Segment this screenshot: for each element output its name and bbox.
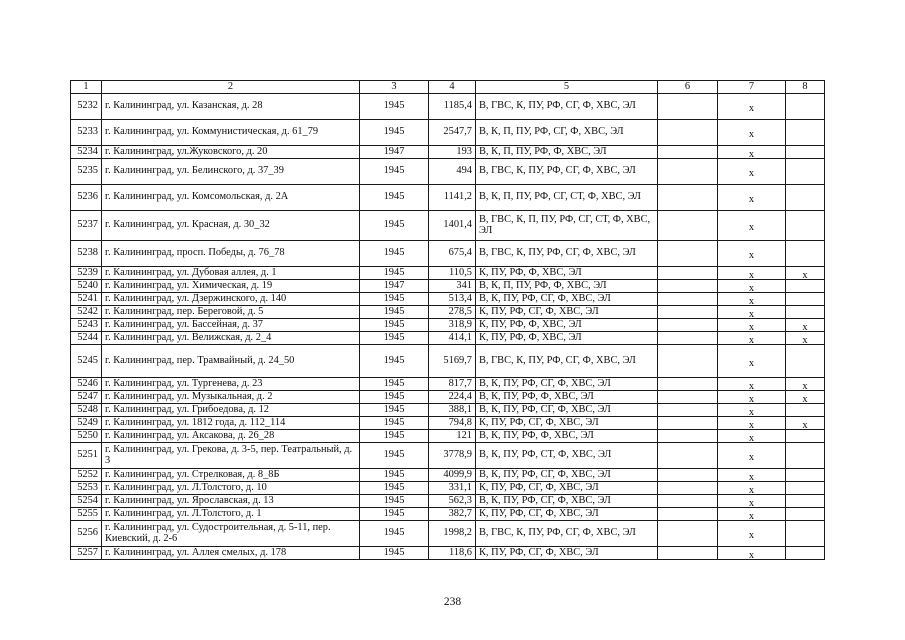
column-7-mark [718,547,786,560]
area-cell: 341 [429,280,476,293]
column-7-mark [718,469,786,482]
column-6-cell [658,495,718,508]
services-cell: В, К, ПУ, РФ, Ф, ХВС, ЭЛ [476,391,658,404]
column-number: 8 [786,81,825,94]
row-number: 5250 [71,430,102,443]
area-cell: 1998,2 [429,521,476,547]
row-number: 5257 [71,547,102,560]
column-7-mark [718,332,786,345]
area-cell: 494 [429,159,476,185]
table-row [71,159,825,185]
building-register-table [70,80,825,560]
row-number: 5243 [71,319,102,332]
column-6-cell [658,404,718,417]
services-cell: В, К, П, ПУ, РФ, СГ, Ф, ХВС, ЭЛ [476,120,658,146]
row-number: 5236 [71,185,102,211]
column-8-mark [786,120,825,146]
year-cell: 1945 [360,293,429,306]
address-cell: г. Калининград, ул. Дзержинского, д. 140 [102,293,360,306]
services-cell: В, ГВС, К, ПУ, РФ, СГ, Ф, ХВС, ЭЛ [476,521,658,547]
mark-x: x [748,334,755,345]
column-number: 5 [476,81,658,94]
column-6-cell [658,211,718,241]
row-number: 5249 [71,417,102,430]
column-8-mark [786,159,825,185]
mark-x: x [748,419,755,430]
column-7-mark [718,417,786,430]
mark-x: x [748,308,755,319]
year-cell: 1945 [360,332,429,345]
row-number: 5234 [71,146,102,159]
services-cell: К, ПУ, РФ, Ф, ХВС, ЭЛ [476,332,658,345]
address-cell: г. Калининград, ул. Велижская, д. 2_4 [102,332,360,345]
services-cell: В, ГВС, К, ПУ, РФ, СГ, Ф, ХВС, ЭЛ [476,94,658,120]
address-cell: г. Калининград, ул. Л.Толстого, д. 1 [102,508,360,521]
mark-x: x [748,357,755,369]
area-cell: 562,3 [429,495,476,508]
year-cell: 1945 [360,521,429,547]
year-cell: 1945 [360,159,429,185]
column-7-mark [718,241,786,267]
services-cell: В, ГВС, К, П, ПУ, РФ, СГ, СТ, Ф, ХВС, ЭЛ [476,211,658,241]
mark-x: x [802,393,808,404]
mark-x: x [748,452,755,464]
column-8-mark [786,332,825,345]
year-cell: 1945 [360,443,429,469]
row-number: 5254 [71,495,102,508]
area-cell: 1185,4 [429,94,476,120]
mark-x: x [748,530,755,542]
year-cell: 1945 [360,319,429,332]
row-number: 5244 [71,332,102,345]
year-cell: 1945 [360,482,429,495]
area-cell: 110,5 [429,267,476,280]
column-number: 4 [429,81,476,94]
services-cell: К, ПУ, РФ, СГ, Ф, ХВС, ЭЛ [476,482,658,495]
services-cell: В, К, П, ПУ, РФ, Ф, ХВС, ЭЛ [476,146,658,159]
address-cell: г. Калининград, ул. Грекова, д. 3-5, пер. Театральный, д. 3 [102,443,360,469]
table-row [71,469,825,482]
column-6-cell [658,547,718,560]
column-6-cell [658,482,718,495]
column-6-cell [658,241,718,267]
mark-x: x [802,269,808,280]
column-8-mark [786,443,825,469]
column-7-mark [718,293,786,306]
mark-x: x [748,103,755,115]
page-number: 238 [443,596,462,608]
column-6-cell [658,345,718,378]
address-cell: г. Калининград, ул. Ярославская, д. 13 [102,495,360,508]
column-7-mark [718,267,786,280]
address-cell: г. Калининград, ул. Комсомольская, д. 2А [102,185,360,211]
services-cell: В, К, ПУ, РФ, СГ, Ф, ХВС, ЭЛ [476,378,658,391]
table-row [71,293,825,306]
year-cell: 1945 [360,241,429,267]
services-cell: В, К, ПУ, РФ, СГ, Ф, ХВС, ЭЛ [476,293,658,306]
row-number: 5238 [71,241,102,267]
mark-x: x [748,250,755,262]
column-7-mark [718,185,786,211]
column-7-mark [718,378,786,391]
row-number: 5242 [71,306,102,319]
column-7-mark [718,280,786,293]
column-7-mark [718,146,786,159]
column-6-cell [658,443,718,469]
table-row [71,120,825,146]
column-6-cell [658,185,718,211]
column-8-mark [786,547,825,560]
mark-x: x [802,334,808,345]
mark-x: x [748,282,755,293]
table-row [71,146,825,159]
row-number: 5235 [71,159,102,185]
column-6-cell [658,159,718,185]
address-cell: г. Калининград, ул. Стрелковая, д. 8_8Б [102,469,360,482]
column-6-cell [658,146,718,159]
table-row [71,319,825,332]
mark-x: x [748,432,755,443]
row-number: 5233 [71,120,102,146]
address-cell: г. Калининград, просп. Победы, д. 76_78 [102,241,360,267]
column-7-mark [718,508,786,521]
column-8-mark [786,319,825,332]
area-cell: 513,4 [429,293,476,306]
mark-x: x [748,269,755,280]
area-cell: 118,6 [429,547,476,560]
table-row [71,430,825,443]
mark-x: x [802,380,808,391]
table-row [71,345,825,378]
address-cell: г. Калининград, ул. Грибоедова, д. 12 [102,404,360,417]
column-number: 6 [658,81,718,94]
year-cell: 1947 [360,146,429,159]
column-8-mark [786,211,825,241]
address-cell: г. Калининград, ул. Музыкальная, д. 2 [102,391,360,404]
year-cell: 1945 [360,120,429,146]
mark-x: x [748,510,755,521]
column-6-cell [658,508,718,521]
column-8-mark [786,185,825,211]
year-cell: 1945 [360,430,429,443]
column-7-mark [718,430,786,443]
services-cell: В, К, ПУ, РФ, СТ, Ф, ХВС, ЭЛ [476,443,658,469]
services-cell: В, К, ПУ, РФ, СГ, Ф, ХВС, ЭЛ [476,495,658,508]
table-row [71,332,825,345]
area-cell: 4099,9 [429,469,476,482]
column-6-cell [658,378,718,391]
services-cell: К, ПУ, РФ, СГ, Ф, ХВС, ЭЛ [476,547,658,560]
table-row [71,267,825,280]
year-cell: 1947 [360,280,429,293]
column-8-mark [786,378,825,391]
year-cell: 1945 [360,306,429,319]
column-6-cell [658,319,718,332]
column-number: 1 [71,81,102,94]
column-6-cell [658,521,718,547]
column-8-mark [786,482,825,495]
year-cell: 1945 [360,404,429,417]
year-cell: 1945 [360,267,429,280]
row-number: 5240 [71,280,102,293]
mark-x: x [748,129,755,141]
year-cell: 1945 [360,508,429,521]
column-6-cell [658,306,718,319]
column-8-mark [786,146,825,159]
column-8-mark [786,508,825,521]
row-number: 5232 [71,94,102,120]
services-cell: В, К, П, ПУ, РФ, Ф, ХВС, ЭЛ [476,280,658,293]
address-cell: г. Калининград, ул. Красная, д. 30_32 [102,211,360,241]
column-8-mark [786,94,825,120]
address-cell: г. Калининград, ул.Жуковского, д. 20 [102,146,360,159]
mark-x: x [748,380,755,391]
column-number: 2 [102,81,360,94]
services-cell: В, К, П, ПУ, РФ, СГ, СТ, Ф, ХВС, ЭЛ [476,185,658,211]
mark-x: x [748,222,755,234]
area-cell: 5169,7 [429,345,476,378]
column-6-cell [658,469,718,482]
table-row [71,521,825,547]
mark-x: x [748,295,755,306]
area-cell: 224,4 [429,391,476,404]
area-cell: 2547,7 [429,120,476,146]
mark-x: x [802,419,808,430]
area-cell: 331,1 [429,482,476,495]
table-row [71,417,825,430]
address-cell: г. Калининград, ул. Казанская, д. 28 [102,94,360,120]
column-8-mark [786,495,825,508]
row-number: 5255 [71,508,102,521]
column-8-mark [786,469,825,482]
column-6-cell [658,430,718,443]
services-cell: В, ГВС, К, ПУ, РФ, СГ, Ф, ХВС, ЭЛ [476,159,658,185]
row-number: 5253 [71,482,102,495]
column-7-mark [718,495,786,508]
row-number: 5247 [71,391,102,404]
column-8-mark [786,521,825,547]
column-6-cell [658,267,718,280]
address-cell: г. Калининград, ул. 1812 года, д. 112_114 [102,417,360,430]
table-row [71,391,825,404]
address-cell: г. Калининград, ул. Тургенева, д. 23 [102,378,360,391]
services-cell: К, ПУ, РФ, СГ, Ф, ХВС, ЭЛ [476,417,658,430]
row-number: 5248 [71,404,102,417]
column-6-cell [658,293,718,306]
row-number: 5256 [71,521,102,547]
area-cell: 1401,4 [429,211,476,241]
column-7-mark [718,120,786,146]
services-cell: В, К, ПУ, РФ, СГ, Ф, ХВС, ЭЛ [476,404,658,417]
area-cell: 278,5 [429,306,476,319]
table-row [71,404,825,417]
mark-x: x [748,194,755,206]
address-cell: г. Калининград, ул. Бассейная, д. 37 [102,319,360,332]
services-cell: К, ПУ, РФ, СГ, Ф, ХВС, ЭЛ [476,508,658,521]
row-number: 5245 [71,345,102,378]
year-cell: 1945 [360,211,429,241]
column-7-mark [718,443,786,469]
column-6-cell [658,120,718,146]
table-row [71,94,825,120]
column-7-mark [718,391,786,404]
year-cell: 1945 [360,547,429,560]
year-cell: 1945 [360,391,429,404]
mark-x: x [748,321,755,332]
mark-x: x [748,148,755,159]
area-cell: 121 [429,430,476,443]
column-6-cell [658,332,718,345]
table-row [71,211,825,241]
column-7-mark [718,404,786,417]
column-7-mark [718,159,786,185]
row-number: 5251 [71,443,102,469]
area-cell: 3778,9 [429,443,476,469]
services-cell: К, ПУ, РФ, СГ, Ф, ХВС, ЭЛ [476,306,658,319]
column-8-mark [786,430,825,443]
address-cell: г. Калининград, ул. Белинского, д. 37_39 [102,159,360,185]
table-row [71,443,825,469]
area-cell: 1141,2 [429,185,476,211]
address-cell: г. Калининград, ул. Химическая, д. 19 [102,280,360,293]
mark-x: x [802,321,808,332]
column-number: 3 [360,81,429,94]
services-cell: В, ГВС, К, ПУ, РФ, СГ, Ф, ХВС, ЭЛ [476,345,658,378]
mark-x: x [748,549,755,560]
row-number: 5252 [71,469,102,482]
column-7-mark [718,306,786,319]
column-7-mark [718,482,786,495]
column-8-mark [786,241,825,267]
area-cell: 817,7 [429,378,476,391]
column-8-mark [786,391,825,404]
table-row [71,241,825,267]
column-7-mark [718,345,786,378]
column-8-mark [786,345,825,378]
table-body [71,81,825,560]
table-row [71,508,825,521]
services-cell: В, К, ПУ, РФ, СГ, Ф, ХВС, ЭЛ [476,469,658,482]
row-number: 5241 [71,293,102,306]
year-cell: 1945 [360,469,429,482]
column-7-mark [718,521,786,547]
column-6-cell [658,280,718,293]
address-cell: г. Калининград, пер. Трамвайный, д. 24_50 [102,345,360,378]
table-row [71,495,825,508]
mark-x: x [748,497,755,508]
mark-x: x [748,393,755,404]
table-row [71,185,825,211]
column-number: 7 [718,81,786,94]
column-8-mark [786,267,825,280]
mark-x: x [748,406,755,417]
table-row [71,547,825,560]
area-cell: 382,7 [429,508,476,521]
year-cell: 1945 [360,345,429,378]
row-number: 5237 [71,211,102,241]
year-cell: 1945 [360,185,429,211]
column-8-mark [786,404,825,417]
area-cell: 794,8 [429,417,476,430]
address-cell: г. Калининград, пер. Береговой, д. 5 [102,306,360,319]
services-cell: В, ГВС, К, ПУ, РФ, СГ, Ф, ХВС, ЭЛ [476,241,658,267]
column-number-row [71,81,825,94]
address-cell: г. Калининград, ул. Коммунистическая, д. 61_79 [102,120,360,146]
column-8-mark [786,306,825,319]
address-cell: г. Калининград, ул. Аллея смелых, д. 178 [102,547,360,560]
services-cell: В, К, ПУ, РФ, Ф, ХВС, ЭЛ [476,430,658,443]
address-cell: г. Калининград, ул. Аксакова, д. 26_28 [102,430,360,443]
services-cell: К, ПУ, РФ, Ф, ХВС, ЭЛ [476,319,658,332]
column-8-mark [786,417,825,430]
column-8-mark [786,293,825,306]
area-cell: 414,1 [429,332,476,345]
year-cell: 1945 [360,94,429,120]
mark-x: x [748,168,755,180]
year-cell: 1945 [360,378,429,391]
address-cell: г. Калининград, ул. Л.Толстого, д. 10 [102,482,360,495]
table-row [71,378,825,391]
column-8-mark [786,280,825,293]
mark-x: x [748,484,755,495]
column-7-mark [718,211,786,241]
table-row [71,306,825,319]
area-cell: 675,4 [429,241,476,267]
row-number: 5239 [71,267,102,280]
year-cell: 1945 [360,495,429,508]
column-6-cell [658,391,718,404]
year-cell: 1945 [360,417,429,430]
column-6-cell [658,417,718,430]
area-cell: 193 [429,146,476,159]
area-cell: 318,9 [429,319,476,332]
address-cell: г. Калининград, ул. Дубовая аллея, д. 1 [102,267,360,280]
table-row [71,280,825,293]
table-row [71,482,825,495]
row-number: 5246 [71,378,102,391]
services-cell: К, ПУ, РФ, Ф, ХВС, ЭЛ [476,267,658,280]
mark-x: x [748,471,755,482]
area-cell: 388,1 [429,404,476,417]
address-cell: г. Калининград, ул. Судостроительная, д. 5-11, пер. Киевский, д. 2-6 [102,521,360,547]
column-6-cell [658,94,718,120]
column-7-mark [718,94,786,120]
column-7-mark [718,319,786,332]
